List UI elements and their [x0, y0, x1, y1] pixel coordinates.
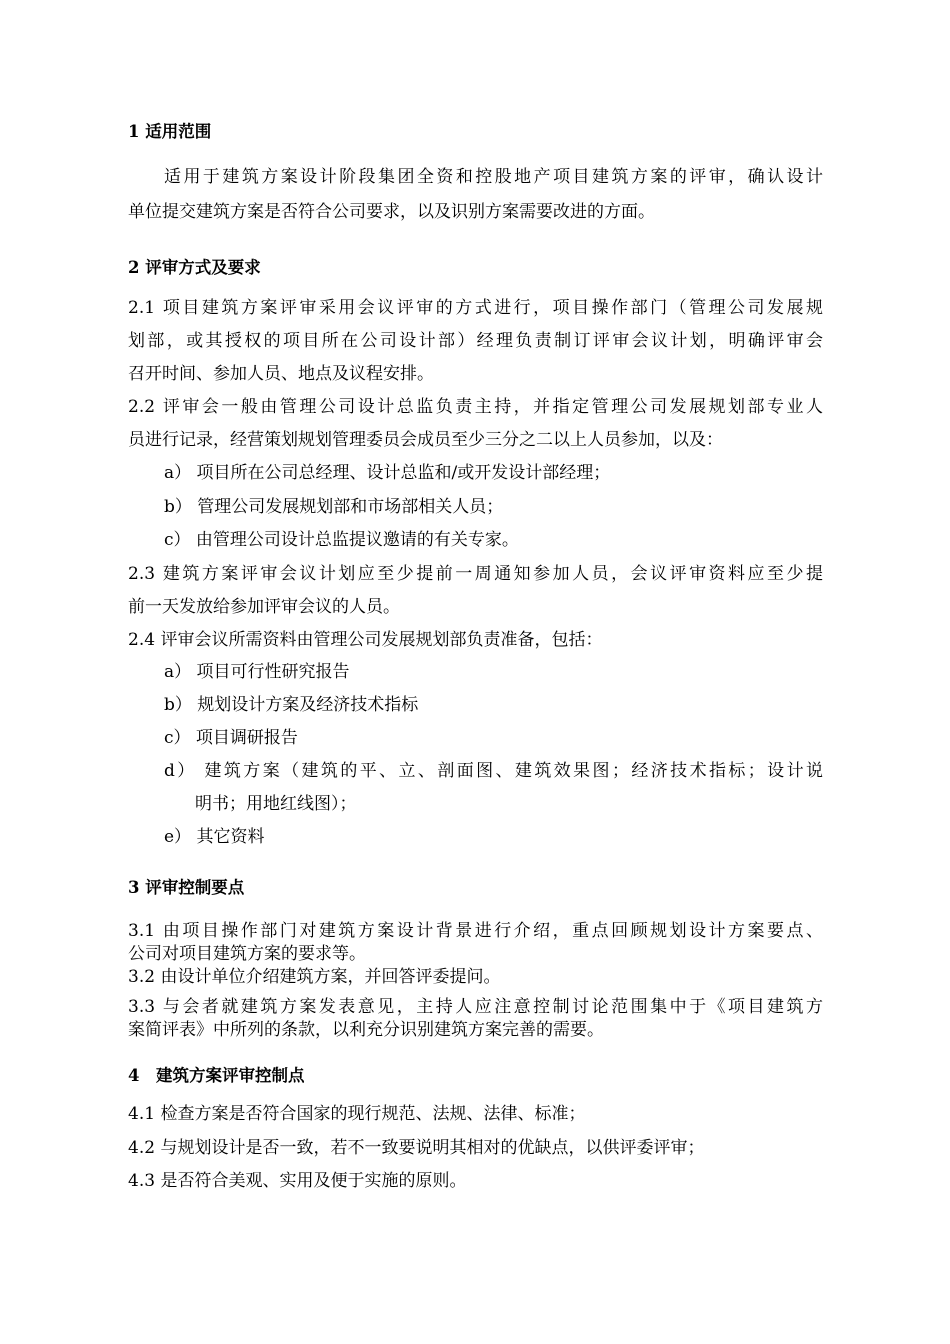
list-item: c） 项目调研报告	[164, 728, 298, 748]
list-item: a） 项目可行性研究报告	[164, 662, 350, 682]
section-3-heading: 3 评审控制要点	[128, 878, 245, 897]
clause-4-1-line: 4.1 检查方案是否符合国家的现行规范、法规、法律、标准；	[128, 1104, 586, 1124]
clause-2-4-line: 2.4 评审会议所需资料由管理公司发展规划部负责准备，包括：	[128, 630, 603, 650]
clause-2-2-line: 2.2 评审会一般由管理公司设计总监负责主持，并指定管理公司发展规划部专业人	[128, 397, 823, 417]
clause-4-3-line: 4.3 是否符合美观、实用及便于实施的原则。	[128, 1171, 467, 1191]
clause-2-3-line: 2.3 建筑方案评审会议计划应至少提前一周通知参加人员，会议评审资料应至少提	[128, 564, 823, 584]
clause-2-1-line: 召开时间、参加人员、地点及议程安排。	[128, 364, 434, 384]
list-item-continuation: 明书；用地红线图）；	[195, 794, 357, 814]
clause-3-1-line: 公司对项目建筑方案的要求等。	[128, 944, 366, 964]
section-1-paragraph-line: 单位提交建筑方案是否符合公司要求，以及识别方案需要改进的方面。	[128, 202, 655, 222]
clause-2-3-line: 前一天发放给参加评审会议的人员。	[128, 597, 400, 617]
clause-3-3-line: 案简评表》中所列的条款，以利充分识别建筑方案完善的需要。	[128, 1020, 604, 1040]
list-item: b） 规划设计方案及经济技术指标	[164, 695, 419, 715]
clause-2-1-line: 划部，或其授权的项目所在公司设计部）经理负责制订评审会议计划，明确评审会	[128, 331, 823, 351]
clause-3-1-line: 3.1 由项目操作部门对建筑方案设计背景进行介绍，重点回顾规划设计方案要点、	[128, 921, 823, 941]
clause-2-2-line: 员进行记录，经营策划规划管理委员会成员至少三分之二以上人员参加，以及：	[128, 430, 723, 450]
list-item: e） 其它资料	[164, 827, 265, 847]
list-item: b） 管理公司发展规划部和市场部相关人员；	[164, 497, 504, 517]
list-item: d） 建筑方案（建筑的平、立、剖面图、建筑效果图；经济技术指标；设计说	[164, 761, 823, 781]
section-4-heading: 4 建筑方案评审控制点	[128, 1066, 305, 1085]
section-1-paragraph-line: 适用于建筑方案设计阶段集团全资和控股地产项目建筑方案的评审，确认设计	[164, 167, 823, 187]
section-2-heading: 2 评审方式及要求	[128, 258, 261, 277]
clause-4-2-line: 4.2 与规划设计是否一致，若不一致要说明其相对的优缺点，以供评委评审；	[128, 1138, 705, 1158]
list-item: a） 项目所在公司总经理、设计总监和/或开发设计部经理；	[164, 463, 611, 483]
list-item: c） 由管理公司设计总监提议邀请的有关专家。	[164, 530, 519, 550]
section-1-heading: 1 适用范围	[128, 122, 212, 141]
clause-3-3-line: 3.3 与会者就建筑方案发表意见，主持人应注意控制讨论范围集中于《项目建筑方	[128, 997, 823, 1017]
clause-2-1-line: 2.1 项目建筑方案评审采用会议评审的方式进行，项目操作部门（管理公司发展规	[128, 298, 823, 318]
clause-3-2-line: 3.2 由设计单位介绍建筑方案，并回答评委提问。	[128, 967, 501, 987]
